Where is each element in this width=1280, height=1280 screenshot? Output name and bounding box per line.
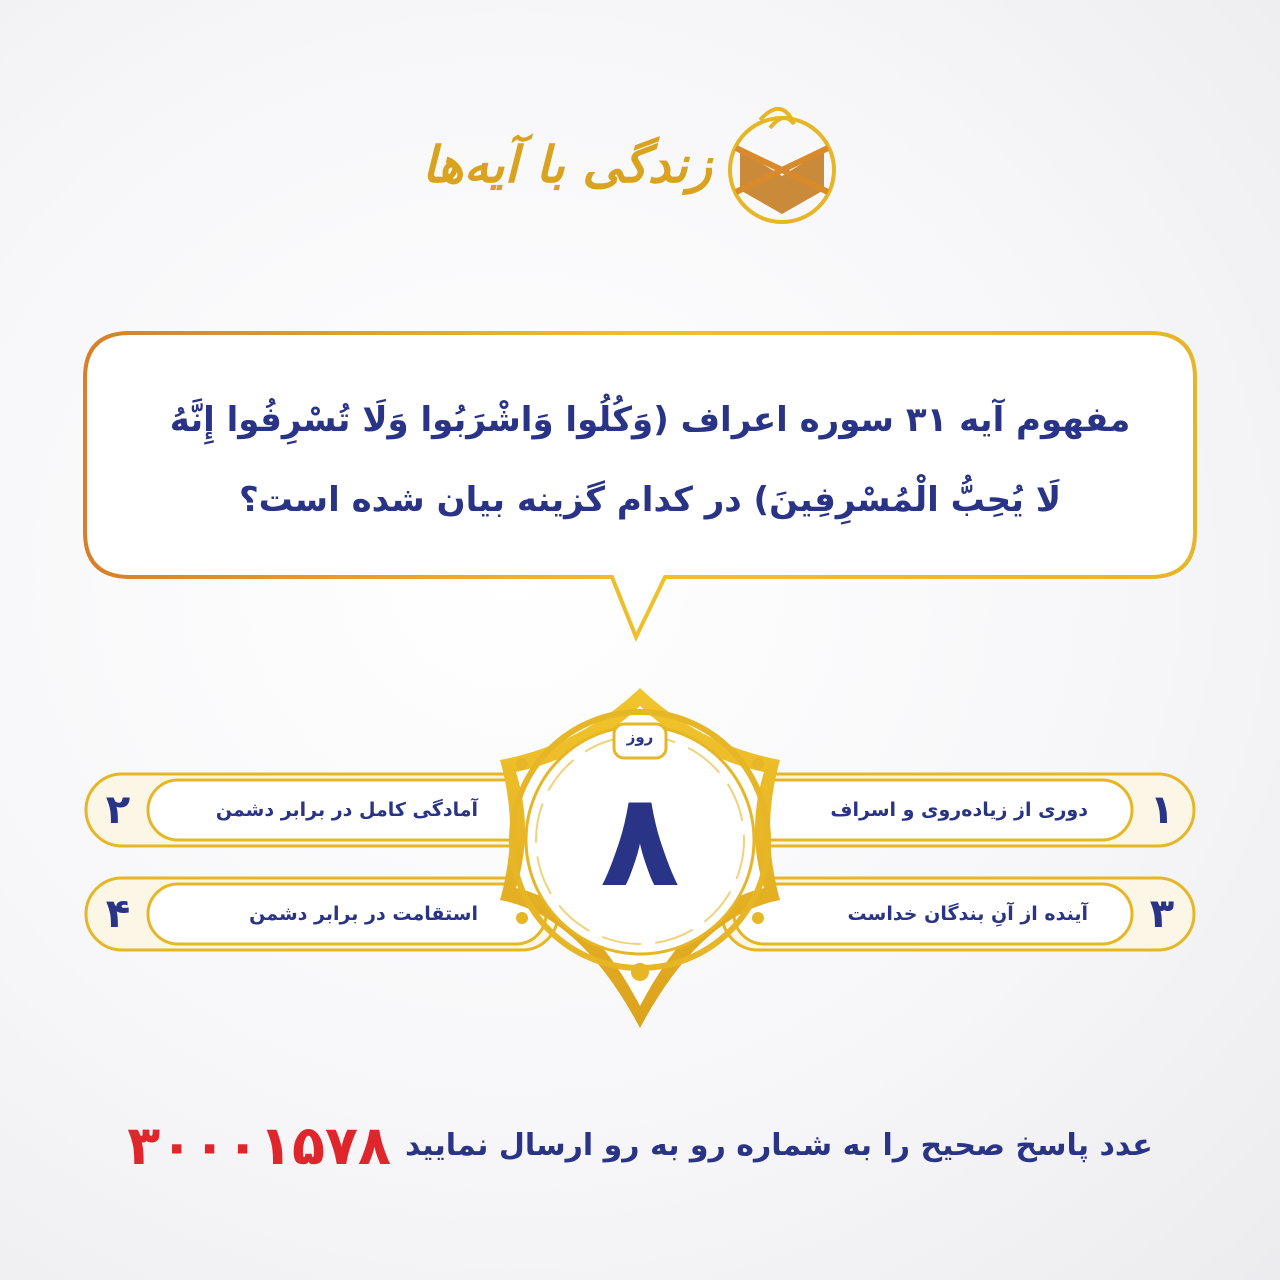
option-3[interactable]: [722, 882, 1194, 946]
quran-book-icon: [730, 109, 834, 222]
option-2-label: آمادگی کامل در برابر دشمن: [215, 799, 478, 821]
footer-phone-number: ۳۰۰۰۱۵۷۸: [127, 1113, 391, 1177]
footer: [100, 1110, 1180, 1180]
footer-instruction: عدد پاسخ صحیح را به شماره رو به رو ارسال نمایید: [404, 1127, 1153, 1163]
option-4-number: ۴: [105, 891, 131, 937]
option-1-number: ۱: [1149, 787, 1175, 833]
question-line-2: لَا يُحِبُّ الْمُسْرِفِينَ) در کدام گزینه بیان شده است؟: [238, 480, 1062, 520]
option-2[interactable]: [86, 778, 558, 842]
option-3-label: آینده از آنِ بندگان خداست: [847, 903, 1088, 925]
option-1-label: دوری از زیاده‌روی و اسراف: [830, 799, 1088, 821]
question-line-1: مفهوم آیه ۳۱ سوره اعراف (وَكُلُوا وَاشْرَبُوا وَلَا تُسْرِفُوا إِنَّهُ: [169, 400, 1131, 440]
day-label: روز: [626, 728, 654, 746]
logo-wordmark: زندگی با آیه‌ها: [422, 135, 712, 194]
option-2-number: ۲: [105, 787, 131, 833]
option-1[interactable]: [722, 778, 1194, 842]
option-4[interactable]: [86, 882, 558, 946]
day-number: ۸: [600, 764, 680, 916]
option-3-number: ۳: [1149, 891, 1175, 937]
option-4-label: استقامت در برابر دشمن: [249, 903, 478, 925]
question-text: [140, 380, 1160, 540]
